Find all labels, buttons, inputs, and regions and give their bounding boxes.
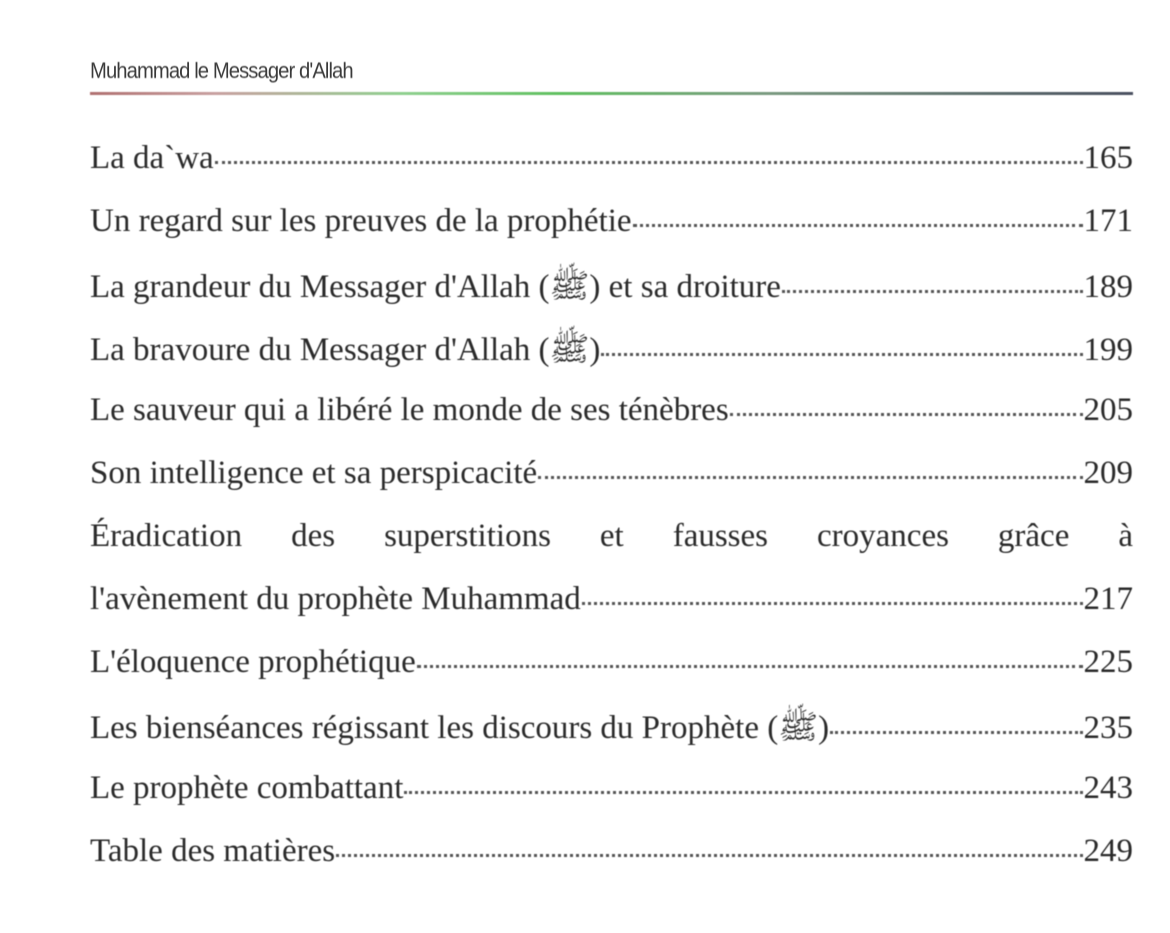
toc-entry-wrapped-line	[90, 518, 1133, 581]
toc-entry-page: 189	[1083, 269, 1133, 305]
toc-entry	[90, 833, 1133, 896]
toc-entry	[90, 455, 1133, 518]
dot-leader	[215, 161, 1083, 164]
toc-entry-title: l'avènement du prophète Muhammad	[90, 581, 581, 617]
running-header: Muhammad le Messager d'Allah	[90, 58, 353, 83]
dot-leader	[538, 476, 1082, 479]
dot-leader	[830, 731, 1082, 734]
toc-entry	[90, 266, 1133, 329]
toc-entry-page: 209	[1083, 455, 1133, 491]
dot-leader	[582, 602, 1083, 605]
toc-entry-title: Le sauveur qui a libéré le monde de ses ténèbres	[90, 392, 729, 428]
toc-entry-page: 249	[1083, 833, 1133, 869]
toc-entry-page: 235	[1083, 710, 1133, 746]
toc-entry	[90, 770, 1133, 833]
toc-entry	[90, 203, 1133, 266]
header-rule	[90, 92, 1133, 95]
toc-entry-title: L'éloquence prophétique	[90, 644, 416, 680]
toc-entry-page: 243	[1083, 770, 1133, 806]
toc-entry	[90, 392, 1133, 455]
toc-entry-page: 217	[1083, 581, 1133, 617]
toc-entry-title: La grandeur du Messager d'Allah (ﷺ) et sa droiture	[90, 269, 781, 305]
toc-entry	[90, 581, 1133, 644]
dot-leader	[782, 290, 1083, 293]
toc-entry-page: 199	[1083, 332, 1133, 368]
dot-leader	[633, 224, 1083, 227]
dot-leader	[417, 665, 1083, 668]
toc-entry-page: 225	[1083, 644, 1133, 680]
table-of-contents	[90, 140, 1133, 896]
toc-entry-title: Table des matières	[90, 833, 336, 869]
toc-entry-title: Éradication des superstitions et fausses croyances grâce à	[90, 518, 1133, 554]
toc-entry-title: Un regard sur les preuves de la prophétie	[90, 203, 632, 239]
toc-entry-title: Son intelligence et sa perspicacité	[90, 455, 538, 491]
dot-leader	[336, 854, 1082, 857]
dot-leader	[601, 353, 1082, 356]
toc-entry	[90, 644, 1133, 707]
toc-entry-page: 171	[1083, 203, 1133, 239]
toc-entry-title: Le prophète combattant	[90, 770, 404, 806]
toc-entry-page: 165	[1083, 140, 1133, 176]
dot-leader	[404, 791, 1082, 794]
toc-entry	[90, 329, 1133, 392]
toc-entry	[90, 707, 1133, 770]
toc-entry-title: La bravoure du Messager d'Allah (ﷺ)	[90, 332, 601, 368]
toc-entry-title: La da`wa	[90, 140, 214, 176]
toc-entry	[90, 140, 1133, 203]
toc-entry-page: 205	[1083, 392, 1133, 428]
toc-entry-title: Les bienséances régissant les discours du Prophète (ﷺ)	[90, 710, 830, 746]
dot-leader	[730, 413, 1083, 416]
